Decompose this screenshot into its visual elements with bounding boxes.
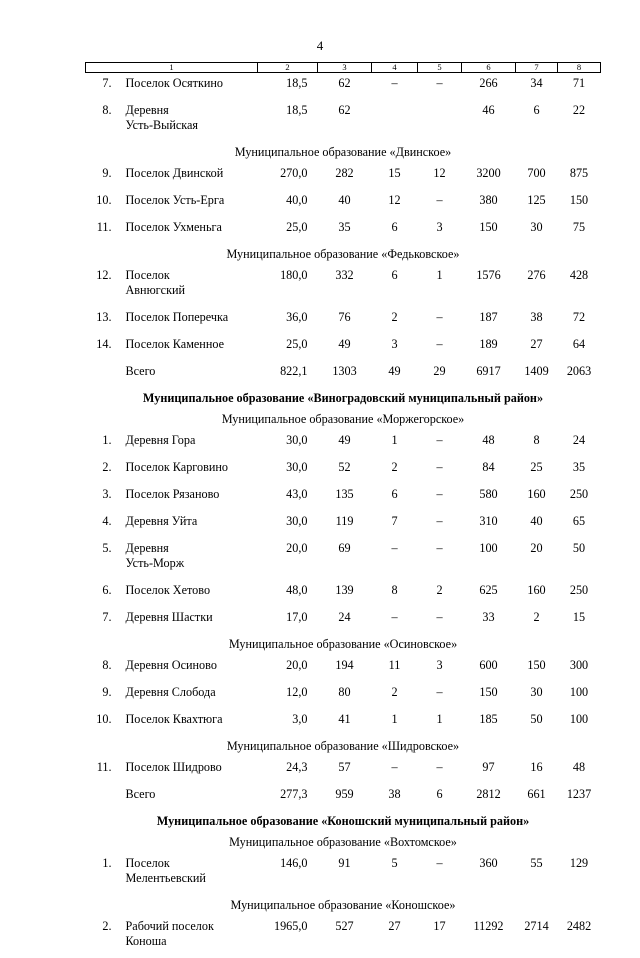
settlement-name <box>120 538 258 580</box>
value-col-4: – <box>372 538 418 580</box>
value-col-3: 24 <box>318 607 372 634</box>
value-col-7: 661 <box>516 784 558 811</box>
settlement-name-line-1: Поселок Усть-Ерга <box>126 193 258 208</box>
settlement-name-line-1: Деревня Шастки <box>126 610 258 625</box>
header-col-5: 5 <box>418 63 462 73</box>
value-col-7: 1409 <box>516 361 558 388</box>
value-col-3: 194 <box>318 655 372 682</box>
row-number: 2. <box>86 916 120 958</box>
value-col-5: 29 <box>418 361 462 388</box>
value-col-6: 33 <box>462 607 516 634</box>
settlement-name-line-1: Поселок Поперечка <box>126 310 258 325</box>
section-heading-row <box>86 409 601 430</box>
settlement-name-line-1: Поселок Осяткино <box>126 76 258 91</box>
settlements-table <box>85 62 601 958</box>
value-col-4: 6 <box>372 217 418 244</box>
table-row <box>86 307 601 334</box>
settlement-name-line-1: Деревня <box>126 103 258 118</box>
value-col-5: – <box>418 853 462 895</box>
value-col-7: 2714 <box>516 916 558 958</box>
table-row <box>86 682 601 709</box>
value-col-6: 100 <box>462 538 516 580</box>
value-col-8: 250 <box>558 484 601 511</box>
row-number: 10. <box>86 190 120 217</box>
value-col-6: 600 <box>462 655 516 682</box>
value-col-5: – <box>418 307 462 334</box>
value-col-4: – <box>372 607 418 634</box>
table-row <box>86 784 601 811</box>
value-col-2: 25,0 <box>258 217 318 244</box>
value-col-5 <box>418 100 462 142</box>
settlement-name <box>120 511 258 538</box>
value-col-4: 2 <box>372 307 418 334</box>
value-col-8: 65 <box>558 511 601 538</box>
value-col-5: – <box>418 538 462 580</box>
settlement-name <box>120 757 258 784</box>
value-col-6: 580 <box>462 484 516 511</box>
table-row <box>86 511 601 538</box>
table-row <box>86 217 601 244</box>
settlement-name-line-1: Поселок Рязаново <box>126 487 258 502</box>
settlement-name <box>120 484 258 511</box>
settlement-name <box>120 580 258 607</box>
district-heading-row <box>86 811 601 832</box>
value-col-7: 125 <box>516 190 558 217</box>
value-col-8: 875 <box>558 163 601 190</box>
value-col-6: 6917 <box>462 361 516 388</box>
value-col-5: – <box>418 511 462 538</box>
table-row <box>86 607 601 634</box>
value-col-3: 57 <box>318 757 372 784</box>
row-number: 1. <box>86 430 120 457</box>
value-col-3: 135 <box>318 484 372 511</box>
table-row <box>86 757 601 784</box>
row-number: 12. <box>86 265 120 307</box>
section-heading: Муниципальное образование «Вохтомское» <box>86 832 601 853</box>
value-col-7: 150 <box>516 655 558 682</box>
value-col-5: – <box>418 73 462 101</box>
table-row <box>86 265 601 307</box>
settlement-name-line-1: Поселок Каменное <box>126 337 258 352</box>
value-col-7: 8 <box>516 430 558 457</box>
table-row <box>86 100 601 142</box>
value-col-3: 49 <box>318 430 372 457</box>
section-heading-row <box>86 736 601 757</box>
value-col-7: 55 <box>516 853 558 895</box>
value-col-3: 40 <box>318 190 372 217</box>
value-col-2: 180,0 <box>258 265 318 307</box>
value-col-7: 40 <box>516 511 558 538</box>
settlement-name <box>120 307 258 334</box>
section-heading-row <box>86 634 601 655</box>
value-col-2: 1965,0 <box>258 916 318 958</box>
value-col-2: 25,0 <box>258 334 318 361</box>
value-col-6: 310 <box>462 511 516 538</box>
row-number: 9. <box>86 682 120 709</box>
settlement-name <box>120 607 258 634</box>
settlement-name <box>120 334 258 361</box>
settlement-name-line-1: Поселок Шидрово <box>126 760 258 775</box>
value-col-2: 146,0 <box>258 853 318 895</box>
value-col-4: 2 <box>372 682 418 709</box>
value-col-5: – <box>418 607 462 634</box>
value-col-6: 189 <box>462 334 516 361</box>
settlement-name <box>120 430 258 457</box>
value-col-3: 76 <box>318 307 372 334</box>
value-col-6: 150 <box>462 217 516 244</box>
settlement-name <box>120 457 258 484</box>
value-col-3: 139 <box>318 580 372 607</box>
value-col-2: 36,0 <box>258 307 318 334</box>
value-col-3: 119 <box>318 511 372 538</box>
value-col-6: 266 <box>462 73 516 101</box>
table-row <box>86 334 601 361</box>
value-col-2: 3,0 <box>258 709 318 736</box>
settlement-name-line-2: Коноша <box>126 934 258 949</box>
value-col-7: 27 <box>516 334 558 361</box>
row-number: 7. <box>86 607 120 634</box>
settlement-name-line-1: Деревня Слобода <box>126 685 258 700</box>
value-col-3: 62 <box>318 73 372 101</box>
value-col-8: 428 <box>558 265 601 307</box>
value-col-8: 72 <box>558 307 601 334</box>
value-col-5: 6 <box>418 784 462 811</box>
value-col-2: 12,0 <box>258 682 318 709</box>
settlement-name <box>120 217 258 244</box>
value-col-8: 22 <box>558 100 601 142</box>
row-number: 5. <box>86 538 120 580</box>
settlement-name <box>120 100 258 142</box>
value-col-3: 959 <box>318 784 372 811</box>
table-row <box>86 709 601 736</box>
value-col-8: 2482 <box>558 916 601 958</box>
settlement-name-line-1: Поселок Квахтюга <box>126 712 258 727</box>
value-col-8: 300 <box>558 655 601 682</box>
section-heading-row <box>86 895 601 916</box>
value-col-2: 30,0 <box>258 457 318 484</box>
value-col-4: 6 <box>372 265 418 307</box>
value-col-4: 27 <box>372 916 418 958</box>
value-col-4: 7 <box>372 511 418 538</box>
row-number: 1. <box>86 853 120 895</box>
header-col-1: 1 <box>86 63 258 73</box>
value-col-6: 187 <box>462 307 516 334</box>
value-col-2: 43,0 <box>258 484 318 511</box>
value-col-2: 30,0 <box>258 430 318 457</box>
row-number: 14. <box>86 334 120 361</box>
value-col-8: 100 <box>558 709 601 736</box>
district-heading: Муниципальное образование «Виноградовский муниципальный район» <box>86 388 601 409</box>
value-col-7: 6 <box>516 100 558 142</box>
value-col-7: 25 <box>516 457 558 484</box>
value-col-3: 41 <box>318 709 372 736</box>
settlement-name-line-1: Поселок Хетово <box>126 583 258 598</box>
value-col-4: 8 <box>372 580 418 607</box>
value-col-2: 18,5 <box>258 73 318 101</box>
value-col-3: 35 <box>318 217 372 244</box>
value-col-2: 30,0 <box>258 511 318 538</box>
section-heading: Муниципальное образование «Коношское» <box>86 895 601 916</box>
district-heading: Муниципальное образование «Коношский муниципальный район» <box>86 811 601 832</box>
settlement-name-line-1: Поселок Карговино <box>126 460 258 475</box>
settlement-name-line-1: Поселок <box>126 268 258 283</box>
settlement-name-line-2: Усть-Выйская <box>126 118 258 133</box>
value-col-7: 276 <box>516 265 558 307</box>
value-col-3: 332 <box>318 265 372 307</box>
value-col-2: 277,3 <box>258 784 318 811</box>
value-col-4: 1 <box>372 430 418 457</box>
settlement-name-line-2: Авнюгский <box>126 283 258 298</box>
value-col-4: 3 <box>372 334 418 361</box>
value-col-4: 2 <box>372 457 418 484</box>
settlement-name <box>120 853 258 895</box>
value-col-8: 50 <box>558 538 601 580</box>
value-col-4: 12 <box>372 190 418 217</box>
header-col-3: 3 <box>318 63 372 73</box>
value-col-4: 38 <box>372 784 418 811</box>
value-col-2: 822,1 <box>258 361 318 388</box>
value-col-4: 6 <box>372 484 418 511</box>
value-col-7: 160 <box>516 580 558 607</box>
value-col-8: 64 <box>558 334 601 361</box>
value-col-2: 20,0 <box>258 655 318 682</box>
value-col-7: 50 <box>516 709 558 736</box>
value-col-2: 40,0 <box>258 190 318 217</box>
value-col-3: 49 <box>318 334 372 361</box>
value-col-2: 24,3 <box>258 757 318 784</box>
table-row <box>86 916 601 958</box>
value-col-8: 100 <box>558 682 601 709</box>
value-col-3: 69 <box>318 538 372 580</box>
value-col-2: 270,0 <box>258 163 318 190</box>
value-col-4 <box>372 100 418 142</box>
header-col-6: 6 <box>462 63 516 73</box>
value-col-8: 48 <box>558 757 601 784</box>
table-row <box>86 580 601 607</box>
value-col-2: 20,0 <box>258 538 318 580</box>
section-heading-row <box>86 832 601 853</box>
settlement-name <box>120 163 258 190</box>
header-col-7: 7 <box>516 63 558 73</box>
value-col-6: 46 <box>462 100 516 142</box>
value-col-5: 17 <box>418 916 462 958</box>
value-col-5: 3 <box>418 655 462 682</box>
row-number <box>86 361 120 388</box>
row-number: 9. <box>86 163 120 190</box>
settlement-name <box>120 361 258 388</box>
value-col-5: – <box>418 484 462 511</box>
value-col-3: 62 <box>318 100 372 142</box>
section-heading-row <box>86 142 601 163</box>
value-col-8: 35 <box>558 457 601 484</box>
value-col-5: – <box>418 190 462 217</box>
value-col-8: 150 <box>558 190 601 217</box>
value-col-2: 18,5 <box>258 100 318 142</box>
settlement-name-line-1: Всего <box>126 364 258 379</box>
value-col-3: 80 <box>318 682 372 709</box>
value-col-5: 3 <box>418 217 462 244</box>
row-number: 6. <box>86 580 120 607</box>
settlement-name-line-1: Поселок Ухменьга <box>126 220 258 235</box>
row-number: 3. <box>86 484 120 511</box>
value-col-6: 185 <box>462 709 516 736</box>
settlement-name-line-1: Поселок <box>126 856 258 871</box>
value-col-8: 75 <box>558 217 601 244</box>
value-col-8: 24 <box>558 430 601 457</box>
table-row <box>86 361 601 388</box>
row-number: 8. <box>86 655 120 682</box>
value-col-5: 1 <box>418 709 462 736</box>
settlement-name <box>120 709 258 736</box>
settlement-name-line-1: Деревня Осиново <box>126 658 258 673</box>
settlement-name <box>120 265 258 307</box>
value-col-7: 38 <box>516 307 558 334</box>
row-number: 10. <box>86 709 120 736</box>
section-heading: Муниципальное образование «Двинское» <box>86 142 601 163</box>
settlement-name <box>120 784 258 811</box>
value-col-7: 30 <box>516 682 558 709</box>
value-col-4: 49 <box>372 361 418 388</box>
value-col-6: 360 <box>462 853 516 895</box>
table-row <box>86 73 601 101</box>
value-col-3: 527 <box>318 916 372 958</box>
settlement-name-line-2: Мелентьевский <box>126 871 258 886</box>
value-col-6: 84 <box>462 457 516 484</box>
value-col-7: 700 <box>516 163 558 190</box>
value-col-6: 1576 <box>462 265 516 307</box>
table-row <box>86 457 601 484</box>
settlement-name <box>120 916 258 958</box>
value-col-3: 91 <box>318 853 372 895</box>
value-col-5: – <box>418 334 462 361</box>
row-number: 4. <box>86 511 120 538</box>
row-number: 13. <box>86 307 120 334</box>
value-col-5: – <box>418 757 462 784</box>
value-col-6: 380 <box>462 190 516 217</box>
row-number: 8. <box>86 100 120 142</box>
value-col-2: 48,0 <box>258 580 318 607</box>
table-row <box>86 655 601 682</box>
section-heading: Муниципальное образование «Моржегорское» <box>86 409 601 430</box>
value-col-6: 150 <box>462 682 516 709</box>
row-number: 7. <box>86 73 120 101</box>
table-body <box>86 73 601 958</box>
value-col-8: 15 <box>558 607 601 634</box>
settlement-name-line-1: Всего <box>126 787 258 802</box>
settlement-name-line-2: Усть-Морж <box>126 556 258 571</box>
value-col-8: 250 <box>558 580 601 607</box>
value-col-4: – <box>372 73 418 101</box>
value-col-5: 12 <box>418 163 462 190</box>
section-heading: Муниципальное образование «Осиновское» <box>86 634 601 655</box>
settlement-name-line-1: Рабочий поселок <box>126 919 258 934</box>
section-heading: Муниципальное образование «Шидровское» <box>86 736 601 757</box>
settlement-name <box>120 190 258 217</box>
header-col-4: 4 <box>372 63 418 73</box>
value-col-6: 97 <box>462 757 516 784</box>
value-col-3: 52 <box>318 457 372 484</box>
value-col-7: 2 <box>516 607 558 634</box>
value-col-6: 11292 <box>462 916 516 958</box>
table-row <box>86 853 601 895</box>
value-col-5: – <box>418 682 462 709</box>
value-col-7: 160 <box>516 484 558 511</box>
settlement-name <box>120 655 258 682</box>
settlement-name-line-1: Деревня Гора <box>126 433 258 448</box>
value-col-6: 625 <box>462 580 516 607</box>
page-number: 4 <box>0 38 640 54</box>
value-col-4: 15 <box>372 163 418 190</box>
table-row <box>86 163 601 190</box>
value-col-7: 20 <box>516 538 558 580</box>
district-heading-row <box>86 388 601 409</box>
value-col-8: 2063 <box>558 361 601 388</box>
value-col-3: 1303 <box>318 361 372 388</box>
value-col-4: 11 <box>372 655 418 682</box>
table-row <box>86 484 601 511</box>
header-col-8: 8 <box>558 63 601 73</box>
value-col-8: 129 <box>558 853 601 895</box>
value-col-5: – <box>418 430 462 457</box>
value-col-5: – <box>418 457 462 484</box>
value-col-8: 71 <box>558 73 601 101</box>
table-row <box>86 538 601 580</box>
value-col-4: 1 <box>372 709 418 736</box>
value-col-5: 1 <box>418 265 462 307</box>
value-col-6: 48 <box>462 430 516 457</box>
table-header <box>86 63 601 73</box>
row-number: 11. <box>86 757 120 784</box>
table-row <box>86 430 601 457</box>
row-number <box>86 784 120 811</box>
settlement-name <box>120 682 258 709</box>
section-heading-row <box>86 244 601 265</box>
value-col-8: 1237 <box>558 784 601 811</box>
value-col-7: 30 <box>516 217 558 244</box>
value-col-4: – <box>372 757 418 784</box>
value-col-3: 282 <box>318 163 372 190</box>
value-col-6: 2812 <box>462 784 516 811</box>
settlement-name <box>120 73 258 101</box>
settlement-name-line-1: Поселок Двинской <box>126 166 258 181</box>
header-col-2: 2 <box>258 63 318 73</box>
table-row <box>86 190 601 217</box>
row-number: 11. <box>86 217 120 244</box>
value-col-4: 5 <box>372 853 418 895</box>
value-col-6: 3200 <box>462 163 516 190</box>
settlement-name-line-1: Деревня Уйта <box>126 514 258 529</box>
value-col-5: 2 <box>418 580 462 607</box>
value-col-7: 16 <box>516 757 558 784</box>
value-col-2: 17,0 <box>258 607 318 634</box>
settlement-name-line-1: Деревня <box>126 541 258 556</box>
section-heading: Муниципальное образование «Федьковское» <box>86 244 601 265</box>
value-col-7: 34 <box>516 73 558 101</box>
row-number: 2. <box>86 457 120 484</box>
